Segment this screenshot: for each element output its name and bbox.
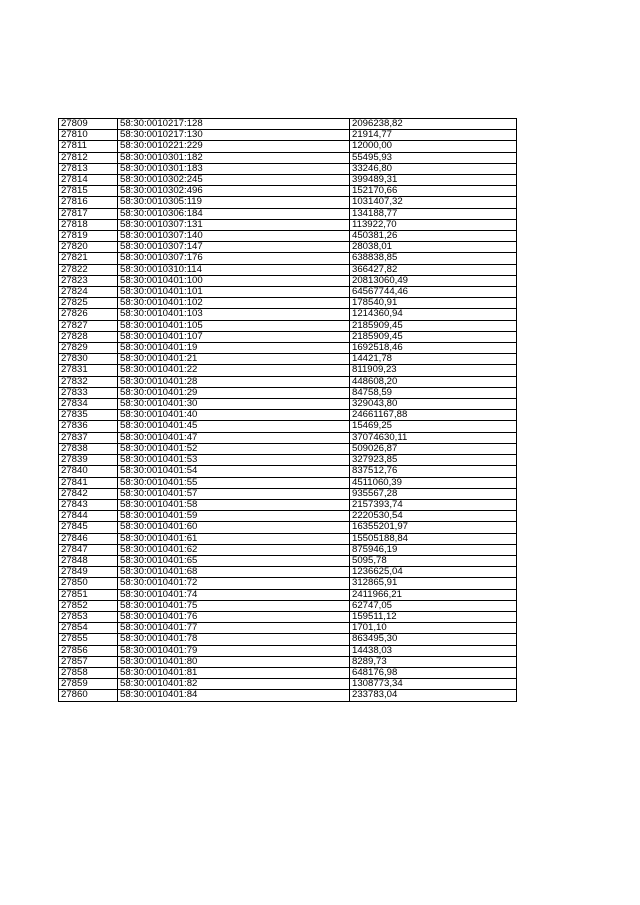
value-cell: 935567,28	[350, 488, 517, 499]
value-cell: 329043,80	[350, 399, 517, 410]
cadastral-number-cell: 58:30:0010401:53	[118, 455, 350, 466]
table-row	[59, 242, 517, 253]
cadastral-number-cell: 58:30:0010310:114	[118, 264, 350, 275]
row-number-cell: 27815	[59, 186, 118, 197]
cadastral-number-cell: 58:30:0010401:55	[118, 477, 350, 488]
table-row	[59, 623, 517, 634]
row-number-cell: 27831	[59, 365, 118, 376]
value-cell: 21914,77	[350, 130, 517, 141]
value-cell: 312865,91	[350, 578, 517, 589]
cadastral-number-cell: 58:30:0010401:65	[118, 555, 350, 566]
cadastral-number-cell: 58:30:0010401:28	[118, 376, 350, 387]
table-row	[59, 634, 517, 645]
row-number-cell: 27845	[59, 522, 118, 533]
cadastral-number-cell: 58:30:0010401:84	[118, 690, 350, 701]
table-row	[59, 667, 517, 678]
cadastral-number-cell: 58:30:0010302:245	[118, 175, 350, 186]
value-cell: 16355201,97	[350, 522, 517, 533]
row-number-cell: 27819	[59, 231, 118, 242]
table-row	[59, 320, 517, 331]
row-number-cell: 27850	[59, 578, 118, 589]
table-row	[59, 544, 517, 555]
row-number-cell: 27834	[59, 399, 118, 410]
row-number-cell: 27823	[59, 275, 118, 286]
table-row	[59, 253, 517, 264]
data-table-body	[59, 119, 517, 702]
value-cell: 450381,26	[350, 231, 517, 242]
value-cell: 648176,98	[350, 667, 517, 678]
value-cell: 152170,66	[350, 186, 517, 197]
cadastral-number-cell: 58:30:0010401:100	[118, 275, 350, 286]
cadastral-number-cell: 58:30:0010401:105	[118, 320, 350, 331]
cadastral-number-cell: 58:30:0010217:128	[118, 119, 350, 130]
row-number-cell: 27816	[59, 197, 118, 208]
value-cell: 2185909,45	[350, 331, 517, 342]
table-row	[59, 499, 517, 510]
value-cell: 14421,78	[350, 354, 517, 365]
row-number-cell: 27849	[59, 567, 118, 578]
cadastral-number-cell: 58:30:0010401:101	[118, 287, 350, 298]
row-number-cell: 27855	[59, 634, 118, 645]
row-number-cell: 27829	[59, 343, 118, 354]
row-number-cell: 27820	[59, 242, 118, 253]
cadastral-number-cell: 58:30:0010307:140	[118, 231, 350, 242]
row-number-cell: 27848	[59, 555, 118, 566]
data-table	[58, 118, 517, 702]
value-cell: 399489,31	[350, 175, 517, 186]
cadastral-number-cell: 58:30:0010401:59	[118, 511, 350, 522]
value-cell: 8289,73	[350, 656, 517, 667]
cadastral-number-cell: 58:30:0010401:75	[118, 600, 350, 611]
value-cell: 62747,05	[350, 600, 517, 611]
table-row	[59, 690, 517, 701]
table-row	[59, 264, 517, 275]
table-row	[59, 399, 517, 410]
table-row	[59, 645, 517, 656]
table-row	[59, 477, 517, 488]
value-cell: 233783,04	[350, 690, 517, 701]
table-row	[59, 231, 517, 242]
value-cell: 448608,20	[350, 376, 517, 387]
table-row	[59, 466, 517, 477]
cadastral-number-cell: 58:30:0010401:77	[118, 623, 350, 634]
table-row	[59, 275, 517, 286]
table-row	[59, 331, 517, 342]
table-row	[59, 455, 517, 466]
cadastral-number-cell: 58:30:0010401:103	[118, 309, 350, 320]
value-cell: 134188,77	[350, 208, 517, 219]
table-row	[59, 309, 517, 320]
cadastral-number-cell: 58:30:0010401:80	[118, 656, 350, 667]
row-number-cell: 27852	[59, 600, 118, 611]
cadastral-number-cell: 58:30:0010401:74	[118, 589, 350, 600]
row-number-cell: 27838	[59, 443, 118, 454]
table-row	[59, 410, 517, 421]
row-number-cell: 27811	[59, 141, 118, 152]
row-number-cell: 27843	[59, 499, 118, 510]
row-number-cell: 27857	[59, 656, 118, 667]
value-cell: 4511060,39	[350, 477, 517, 488]
row-number-cell: 27837	[59, 432, 118, 443]
row-number-cell: 27817	[59, 208, 118, 219]
cadastral-number-cell: 58:30:0010401:81	[118, 667, 350, 678]
row-number-cell: 27854	[59, 623, 118, 634]
row-number-cell: 27812	[59, 152, 118, 163]
row-number-cell: 27825	[59, 298, 118, 309]
table-row	[59, 152, 517, 163]
table-row	[59, 119, 517, 130]
row-number-cell: 27821	[59, 253, 118, 264]
row-number-cell: 27810	[59, 130, 118, 141]
table-row	[59, 533, 517, 544]
row-number-cell: 27853	[59, 611, 118, 622]
cadastral-number-cell: 58:30:0010401:30	[118, 399, 350, 410]
table-row	[59, 656, 517, 667]
row-number-cell: 27841	[59, 477, 118, 488]
row-number-cell: 27856	[59, 645, 118, 656]
row-number-cell: 27836	[59, 421, 118, 432]
value-cell: 366427,82	[350, 264, 517, 275]
value-cell: 1214360,94	[350, 309, 517, 320]
value-cell: 509026,87	[350, 443, 517, 454]
value-cell: 811909,23	[350, 365, 517, 376]
value-cell: 5095,78	[350, 555, 517, 566]
cadastral-number-cell: 58:30:0010401:52	[118, 443, 350, 454]
row-number-cell: 27814	[59, 175, 118, 186]
table-row	[59, 365, 517, 376]
table-row	[59, 175, 517, 186]
table-row	[59, 298, 517, 309]
cadastral-number-cell: 58:30:0010401:58	[118, 499, 350, 510]
table-row	[59, 354, 517, 365]
row-number-cell: 27809	[59, 119, 118, 130]
cadastral-number-cell: 58:30:0010401:68	[118, 567, 350, 578]
value-cell: 837512,76	[350, 466, 517, 477]
cadastral-number-cell: 58:30:0010307:147	[118, 242, 350, 253]
value-cell: 1308773,34	[350, 679, 517, 690]
row-number-cell: 27824	[59, 287, 118, 298]
table-row	[59, 679, 517, 690]
cadastral-number-cell: 58:30:0010401:78	[118, 634, 350, 645]
value-cell: 638838,85	[350, 253, 517, 264]
row-number-cell: 27813	[59, 163, 118, 174]
value-cell: 327923,85	[350, 455, 517, 466]
cadastral-number-cell: 58:30:0010302:496	[118, 186, 350, 197]
cadastral-number-cell: 58:30:0010401:60	[118, 522, 350, 533]
cadastral-number-cell: 58:30:0010301:182	[118, 152, 350, 163]
cadastral-number-cell: 58:30:0010401:54	[118, 466, 350, 477]
table-row	[59, 443, 517, 454]
value-cell: 14438,03	[350, 645, 517, 656]
cadastral-number-cell: 58:30:0010401:82	[118, 679, 350, 690]
row-number-cell: 27860	[59, 690, 118, 701]
cadastral-number-cell: 58:30:0010401:21	[118, 354, 350, 365]
row-number-cell: 27840	[59, 466, 118, 477]
table-row	[59, 219, 517, 230]
value-cell: 1701,10	[350, 623, 517, 634]
cadastral-number-cell: 58:30:0010401:61	[118, 533, 350, 544]
cadastral-number-cell: 58:30:0010401:40	[118, 410, 350, 421]
row-number-cell: 27832	[59, 376, 118, 387]
table-row	[59, 578, 517, 589]
table-row	[59, 197, 517, 208]
value-cell: 15505188,84	[350, 533, 517, 544]
value-cell: 1031407,32	[350, 197, 517, 208]
table-row	[59, 343, 517, 354]
cadastral-number-cell: 58:30:0010401:47	[118, 432, 350, 443]
cadastral-number-cell: 58:30:0010401:57	[118, 488, 350, 499]
value-cell: 84758,59	[350, 387, 517, 398]
value-cell: 20813060,49	[350, 275, 517, 286]
table-row	[59, 488, 517, 499]
table-row	[59, 600, 517, 611]
cadastral-number-cell: 58:30:0010307:176	[118, 253, 350, 264]
row-number-cell: 27830	[59, 354, 118, 365]
table-row	[59, 163, 517, 174]
cadastral-number-cell: 58:30:0010221:229	[118, 141, 350, 152]
value-cell: 28038,01	[350, 242, 517, 253]
cadastral-number-cell: 58:30:0010401:62	[118, 544, 350, 555]
row-number-cell: 27847	[59, 544, 118, 555]
value-cell: 2096238,82	[350, 119, 517, 130]
table-row	[59, 186, 517, 197]
value-cell: 159511,12	[350, 611, 517, 622]
value-cell: 37074630,11	[350, 432, 517, 443]
table-row	[59, 589, 517, 600]
value-cell: 64567744,46	[350, 287, 517, 298]
table-row	[59, 522, 517, 533]
cadastral-number-cell: 58:30:0010401:72	[118, 578, 350, 589]
cadastral-number-cell: 58:30:0010306:184	[118, 208, 350, 219]
value-cell: 2220530,54	[350, 511, 517, 522]
row-number-cell: 27859	[59, 679, 118, 690]
row-number-cell: 27826	[59, 309, 118, 320]
value-cell: 33246,80	[350, 163, 517, 174]
table-row	[59, 130, 517, 141]
value-cell: 1236625,04	[350, 567, 517, 578]
row-number-cell: 27822	[59, 264, 118, 275]
value-cell: 1692518,46	[350, 343, 517, 354]
table-row	[59, 511, 517, 522]
cadastral-number-cell: 58:30:0010401:76	[118, 611, 350, 622]
cadastral-number-cell: 58:30:0010401:102	[118, 298, 350, 309]
table-row	[59, 432, 517, 443]
row-number-cell: 27844	[59, 511, 118, 522]
cadastral-number-cell: 58:30:0010401:19	[118, 343, 350, 354]
value-cell: 863495,30	[350, 634, 517, 645]
value-cell: 12000,00	[350, 141, 517, 152]
cadastral-number-cell: 58:30:0010301:183	[118, 163, 350, 174]
table-row	[59, 141, 517, 152]
value-cell: 875946,19	[350, 544, 517, 555]
value-cell: 2157393,74	[350, 499, 517, 510]
table-row	[59, 376, 517, 387]
row-number-cell: 27842	[59, 488, 118, 499]
value-cell: 24661167,88	[350, 410, 517, 421]
cadastral-number-cell: 58:30:0010401:79	[118, 645, 350, 656]
cadastral-number-cell: 58:30:0010401:22	[118, 365, 350, 376]
table-row	[59, 421, 517, 432]
table-row	[59, 567, 517, 578]
table-row	[59, 611, 517, 622]
cadastral-number-cell: 58:30:0010307:131	[118, 219, 350, 230]
value-cell: 113922,70	[350, 219, 517, 230]
row-number-cell: 27835	[59, 410, 118, 421]
table-row	[59, 208, 517, 219]
row-number-cell: 27818	[59, 219, 118, 230]
row-number-cell: 27827	[59, 320, 118, 331]
value-cell: 2185909,45	[350, 320, 517, 331]
row-number-cell: 27846	[59, 533, 118, 544]
value-cell: 15469,25	[350, 421, 517, 432]
cadastral-number-cell: 58:30:0010401:45	[118, 421, 350, 432]
table-row	[59, 387, 517, 398]
cadastral-number-cell: 58:30:0010401:29	[118, 387, 350, 398]
cadastral-number-cell: 58:30:0010217:130	[118, 130, 350, 141]
row-number-cell: 27828	[59, 331, 118, 342]
row-number-cell: 27858	[59, 667, 118, 678]
cadastral-number-cell: 58:30:0010305:119	[118, 197, 350, 208]
value-cell: 55495,93	[350, 152, 517, 163]
value-cell: 2411966,21	[350, 589, 517, 600]
row-number-cell: 27833	[59, 387, 118, 398]
table-row	[59, 287, 517, 298]
row-number-cell: 27839	[59, 455, 118, 466]
value-cell: 178540,91	[350, 298, 517, 309]
cadastral-number-cell: 58:30:0010401:107	[118, 331, 350, 342]
table-row	[59, 555, 517, 566]
row-number-cell: 27851	[59, 589, 118, 600]
